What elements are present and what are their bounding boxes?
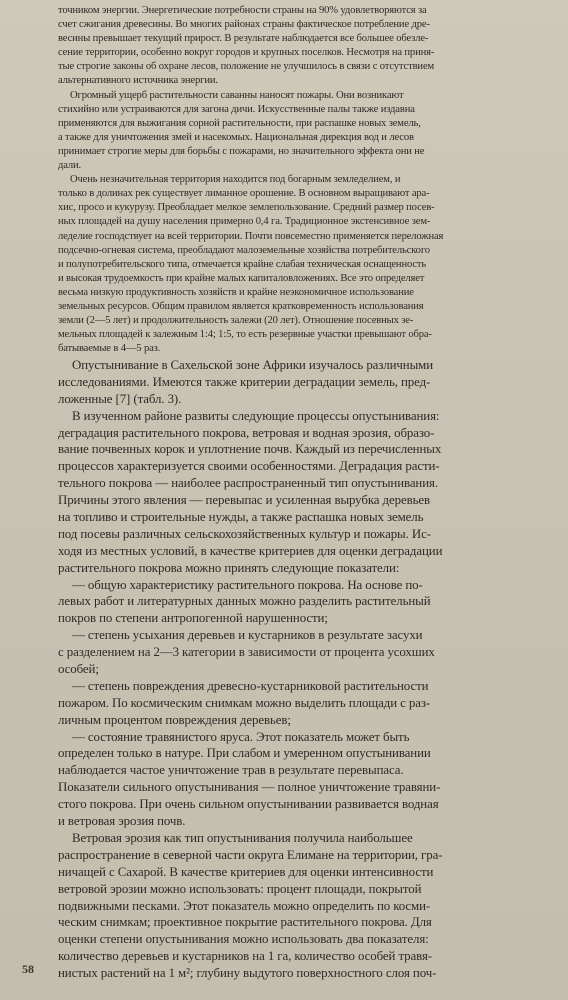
text-line: левых работ и литературных данных можно разделить растительный bbox=[58, 594, 431, 609]
text-line: — состояние травянистого яруса. Этот показатель может быть bbox=[72, 729, 410, 744]
text-line: и ветровая эрозия почв. bbox=[58, 814, 186, 829]
text-line: ветровой эрозии можно использовать: процент площади, покрытой bbox=[58, 881, 422, 896]
text-line: весьма низкую продуктивность хозяйств и крайне неэкономичное использование bbox=[58, 286, 414, 298]
text-line: Опустынивание в Сахельской зоне Африки изучалось различными bbox=[72, 358, 434, 372]
text-line: принимает строгие меры для борьбы с пожарами, но значительного эффекта они не bbox=[58, 145, 425, 157]
text-line: на топливо и строительные нужды, а также распашка новых земель bbox=[58, 510, 424, 525]
text-line: распространение в северной части округа Елимане на территории, гра- bbox=[58, 847, 443, 862]
text-line: стихийно или устраиваются для загона дичи. Искусственные палы также издавна bbox=[58, 103, 415, 115]
text-line: сение территории, особенно вокруг городов и крупных поселков. Несмотря на приня- bbox=[58, 47, 435, 59]
text-line: и полупотребительского типа, отмечается крайне слабая техническая оснащенность bbox=[58, 258, 427, 270]
text-line: Ветровая эрозия как тип опустынивания получила наибольшее bbox=[72, 830, 413, 845]
text-line: ных площадей на душу населения примерно 0,4 га. Традиционное экстенсивное зем- bbox=[58, 216, 431, 228]
text-line: подвижными песками. Этот показатель можно определить по косми- bbox=[58, 898, 431, 913]
text-line: тельного покрова — наиболее распространенный тип опустынивания. bbox=[58, 476, 438, 491]
text-line: ничащей с Сахарой. В качестве критериев для оценки интенсивности bbox=[58, 864, 434, 879]
text-line: растительного покрова можно принять следующие показатели: bbox=[58, 560, 400, 575]
text-line: — степень повреждения древесно-кустарниковой растительности bbox=[72, 678, 429, 693]
text-line: определен только в натуре. При слабом и умеренном опустынивании bbox=[58, 746, 431, 761]
text-line: стого покрова. При очень сильном опустынивании развивается водная bbox=[58, 797, 439, 812]
text-line: а также для уничтожения змей и насекомых. Национальная дирекция вод и лесов bbox=[58, 131, 414, 143]
text-line: и высокая трудоемкость при крайне малых капиталовложениях. Все это определяет bbox=[58, 272, 425, 284]
text-line: весины превышает текущий прирост. В результате наблюдается все большее обезле- bbox=[58, 33, 429, 45]
text-line: подсечно-огневая система, преобладают малоземельные хозяйства потребительского bbox=[58, 244, 430, 256]
text-line: земли (2—5 лет) и продолжительность залежи (20 лет). Отношение посевных зе- bbox=[58, 315, 414, 327]
text-line: мельных площадей к залежным 1:4; 1:5, то есть резервные участки превышают обра- bbox=[58, 329, 432, 341]
text-line: ходя из местных условий, в качестве критериев для оценки деградации bbox=[58, 543, 443, 558]
text-line: количество деревьев и кустарников на 1 га, количество особей травя- bbox=[58, 949, 432, 964]
text-line: Показатели сильного опустынивания — полное уничтожение травяни- bbox=[58, 780, 441, 795]
text-line: только в долинах рек существует лиманное орошение. В основном выращивают ара- bbox=[58, 188, 430, 200]
text-line: деградация растительного покрова, ветровая и водная эрозия, образо- bbox=[58, 425, 435, 440]
text-line: В изученном районе развиты следующие процессы опустынивания: bbox=[72, 408, 440, 423]
text-line: ческим снимкам; проективное покрытие растительного покрова. Для bbox=[58, 915, 432, 930]
text-line: тые строгие законы об охране лесов, положение не улучшилось в связи с отсутствием bbox=[58, 61, 435, 73]
text-line: пожаром. По космическим снимкам можно выделить площади с раз- bbox=[58, 695, 431, 710]
text-line: оценки степени опустынивания можно использовать два показателя: bbox=[58, 932, 429, 947]
text-line: процессов характеризуется своими особенностями. Деградация расти- bbox=[58, 459, 440, 474]
text-line: особей; bbox=[58, 662, 99, 677]
text-line: леделие господствует на всей территории. Почти повсеместно применяется переложная bbox=[58, 230, 444, 242]
text-line: Причины этого явления — перевыпас и усиленная вырубка деревьев bbox=[58, 493, 430, 508]
text-line: исследованиями. Имеются также критерии деградации земель, пред- bbox=[58, 374, 431, 389]
text-line: — степень усыхания деревьев и кустарников в результате засухи bbox=[72, 628, 423, 643]
text-line: земельных ресурсов. Общим правилом является кратковременность использования bbox=[58, 300, 424, 312]
text-line: покров по степени антропогенной нарушенности; bbox=[58, 611, 328, 626]
small-print-block bbox=[58, 4, 548, 356]
text-line: Огромный ущерб растительности саванны наносят пожары. Они возникают bbox=[70, 89, 404, 101]
text-line: с разделением на 2—3 категории в зависимости от процента усохших bbox=[58, 645, 435, 660]
text-line: Очень незначительная территория находится под богарным земледелием, и bbox=[70, 174, 401, 186]
text-line: ложенные [7] (табл. 3). bbox=[58, 391, 182, 406]
text-line: нистых растений на 1 м²; глубину выдутого поверхностного слоя поч- bbox=[58, 966, 437, 981]
page-number: 58 bbox=[22, 962, 34, 976]
text-line: — общую характеристику растительного покрова. На основе по- bbox=[72, 577, 423, 592]
text-line: личным процентом повреждения деревьев; bbox=[58, 712, 291, 727]
text-line: батываемые в 4—5 раз. bbox=[58, 343, 161, 355]
text-line: под посевы различных сельскохозяйственных культур и пожары. Ис- bbox=[58, 526, 431, 541]
main-text-block bbox=[58, 357, 558, 982]
text-line: наблюдается частое уничтожение трав в результате перевыпаса. bbox=[58, 763, 404, 778]
text-line: точником энергии. Энергетические потребности страны на 90% удовлетворяются за bbox=[58, 5, 427, 16]
text-line: вание почвенных корок и уплотнение почв. Каждый из перечисленных bbox=[58, 442, 442, 457]
text-line: счет сжигания древесины. Во многих районах страны фактическое потребление дре- bbox=[58, 19, 430, 31]
text-line: дали. bbox=[58, 160, 82, 172]
text-line: применяются для выжигания сорной растительности, при распашке новых земель, bbox=[58, 117, 421, 129]
text-line: альтернативного источника энергии. bbox=[58, 75, 218, 87]
text-line: хис, просо и кукурузу. Преобладает мелкое землепользование. Средний размер посев- bbox=[58, 202, 435, 214]
